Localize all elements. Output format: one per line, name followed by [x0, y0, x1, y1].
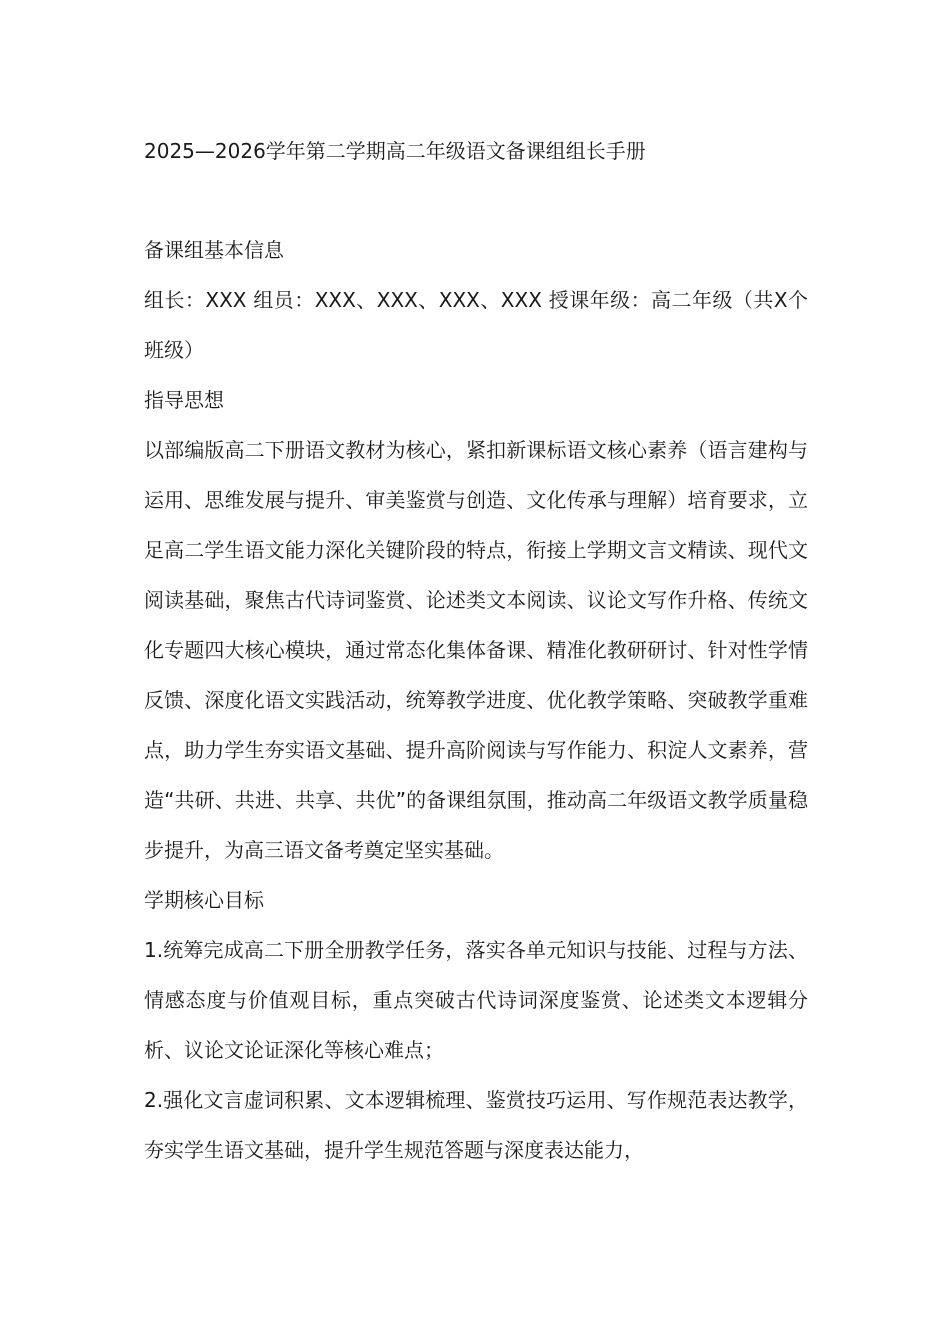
document-title: 2025—2026学年第二学期高二年级语文备课组组长手册	[144, 139, 646, 163]
section-heading-basic-info: 备课组基本信息	[144, 238, 284, 262]
section-heading-guiding-ideology: 指导思想	[144, 388, 224, 412]
document-body	[144, 126, 808, 1175]
guiding-ideology-paragraph: 以部编版高二下册语文教材为核心，紧扣新课标语文核心素养（语言建构与运用、思维发展与提升、审美鉴赏与创造、文化传承与理解）培育要求，立足高二学生语文能力深化关键阶段的特点，衔接上学期文言文精读、现代文阅读基础，聚焦古代诗词鉴赏、论述类文本阅读、议论文写作升格、传统文化专题四大核心模块，通过常态化集体备课、精准化教研研讨、针对性学情反馈、深度化语文实践活动，统筹教学进度、优化教学策略、突破教学重难点，助力学生夯实语文基础、提升高阶阅读与写作能力、积淀人文素养，营造“共研、共进、共享、共优”的备课组氛围，推动高二年级语文教学质量稳步提升，为高三语文备考奠定坚实基础。	[144, 438, 808, 862]
basic-info-paragraph: 组长：XXX 组员：XXX、XXX、XXX、XXX 授课年级：高二年级（共X个班级）	[144, 288, 808, 362]
core-goal-item-1: 1.统筹完成高二下册全册教学任务，落实各单元知识与技能、过程与方法、情感态度与价值观目标，重点突破古代诗词深度鉴赏、论述类文本逻辑分析、议论文论证深化等核心难点；	[144, 938, 808, 1062]
core-goal-item-2: 2.强化文言虚词积累、文本逻辑梳理、鉴赏技巧运用、写作规范表达教学，夯实学生语文基础，提升学生规范答题与深度表达能力，	[144, 1088, 808, 1162]
section-heading-core-goals: 学期核心目标	[144, 888, 264, 912]
